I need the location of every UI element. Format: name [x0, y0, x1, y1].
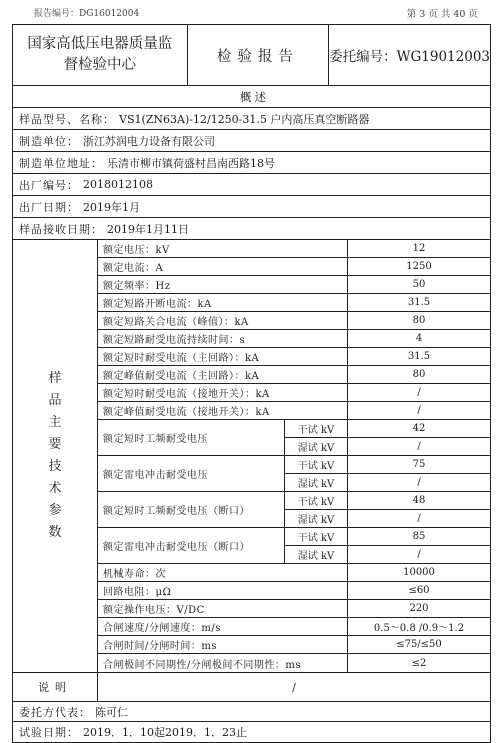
param-name: 额定短时耐受电流（主回路）：kA	[98, 348, 348, 365]
param-sub-label: 湿试 kV	[297, 550, 335, 562]
param-group-values	[348, 456, 490, 491]
params-label-char: 术	[48, 481, 62, 496]
info-label: 制造单位：	[19, 134, 79, 148]
param-group-subs	[285, 456, 348, 491]
param-value: /	[417, 548, 421, 560]
param-value: 50	[412, 279, 426, 290]
page-number: 第 3 页 共 40 页	[406, 9, 478, 20]
param-value: ≤60	[408, 585, 430, 596]
param-value: 12	[412, 243, 426, 254]
param-value: /	[417, 476, 421, 488]
param-group-name: 额定雷电冲击耐受电压（断口）	[98, 528, 285, 563]
param-name: 额定短路开断电流：kA	[98, 294, 348, 311]
param-name: 额定电流：A	[98, 258, 348, 275]
note-row	[13, 673, 490, 702]
param-row	[98, 618, 490, 636]
param-row	[98, 294, 490, 312]
param-group	[98, 492, 490, 528]
param-name: 额定频率：Hz	[98, 276, 348, 293]
param-row	[98, 330, 490, 348]
info-label: 出厂日期：	[19, 200, 79, 214]
info-value: 2018012108	[83, 178, 153, 191]
info-row-manufacturer	[13, 130, 490, 152]
param-group-values	[348, 528, 490, 563]
param-row	[98, 564, 490, 582]
params-label-char: 主	[48, 415, 62, 430]
param-sub-label: 干试 kV	[285, 492, 347, 510]
param-row	[98, 258, 490, 276]
info-row-address	[13, 152, 490, 174]
client-rep-label: 委托方代表：	[19, 705, 91, 719]
param-value: 80	[412, 369, 426, 380]
test-date-label: 试验日期：	[19, 726, 79, 739]
param-value: 31.5	[407, 351, 431, 362]
client-rep-row	[13, 702, 490, 722]
param-name: 合闸速度/分闸速度：m/s	[98, 618, 348, 635]
params-label-char: 参	[48, 503, 62, 518]
param-group-name: 额定短时工频耐受电压（断口）	[98, 492, 285, 527]
param-value: /	[417, 512, 421, 524]
param-group-subs	[285, 528, 348, 563]
param-name: 机械寿命：次	[98, 564, 348, 581]
overview-heading: 概述	[13, 86, 490, 108]
param-name: 额定电压：kV	[98, 240, 348, 257]
info-value: 2019年1月11日	[107, 222, 189, 236]
report-id: 报告编号：DG16012004	[34, 9, 140, 19]
param-row	[98, 582, 490, 600]
info-row-serial	[13, 174, 490, 196]
params-label-char: 品	[48, 393, 62, 408]
params-label-char: 要	[48, 437, 62, 452]
param-group	[98, 456, 490, 492]
params-table	[98, 240, 490, 672]
param-group-values	[348, 492, 490, 527]
info-value: 2019年1月	[83, 200, 140, 214]
params-vertical-label	[48, 368, 61, 544]
org-name-line1: 国家高低压电器质量监	[27, 36, 173, 52]
param-row	[98, 654, 490, 672]
info-label: 出厂编号：	[19, 178, 79, 192]
org-name-line2: 督检验中心	[63, 57, 137, 73]
test-date-row	[13, 722, 490, 742]
param-sub-label: 湿试 kV	[297, 478, 335, 490]
param-name: 额定短路耐受电流持续时间：s	[98, 330, 348, 347]
param-value: ≤2	[411, 657, 427, 669]
info-label: 样品型号、名称：	[19, 112, 115, 126]
param-group-values	[348, 420, 490, 455]
info-value: VS1(ZN63A)-12/1250-31.5 户内高压真空断路器	[119, 112, 370, 126]
param-value: /	[417, 387, 421, 398]
param-value: 4	[415, 333, 423, 344]
param-row	[98, 366, 490, 384]
param-value: 85	[348, 528, 490, 546]
param-row	[98, 240, 490, 258]
params-section	[13, 240, 490, 673]
commission-number: 委托编号：WG19012003	[329, 49, 490, 65]
param-value: ≤75/≤50	[396, 639, 442, 650]
param-value: 10000	[403, 567, 435, 578]
param-value: 42	[348, 420, 490, 438]
params-label-char: 技	[48, 459, 62, 474]
param-row	[98, 600, 490, 618]
param-value: 80	[412, 315, 426, 326]
info-value: 浙江苏润电力设备有限公司	[83, 134, 215, 148]
param-sub-label: 干试 kV	[285, 528, 347, 546]
report-frame	[12, 24, 491, 743]
info-row-model	[13, 108, 490, 130]
param-value: 75	[348, 456, 490, 474]
param-name: 合闸极间不同期性/分闸极间不同期性：ms	[98, 654, 348, 672]
param-value: /	[417, 440, 421, 452]
param-name: 额定峰值耐受电流（接地开关）：kA	[98, 402, 348, 419]
info-label: 样品接收日期：	[19, 222, 103, 236]
param-group-name: 额定短时工频耐受电压	[98, 420, 285, 455]
param-value: 0.5～0.8 /0.9～1.2	[373, 623, 465, 634]
param-sub-label: 干试 kV	[285, 456, 347, 474]
info-row-mfg-date	[13, 196, 490, 218]
param-group	[98, 528, 490, 564]
param-group-subs	[285, 420, 348, 455]
param-group	[98, 420, 490, 456]
param-row	[98, 276, 490, 294]
param-value: 31.5	[407, 297, 431, 308]
param-row	[98, 384, 490, 402]
param-group-name: 额定雷电冲击耐受电压	[98, 456, 285, 491]
param-name: 额定短时耐受电流（接地开关）：kA	[98, 384, 348, 401]
client-rep-value: 陈可仁	[95, 705, 128, 719]
param-value: /	[417, 405, 421, 416]
param-row	[98, 636, 490, 654]
param-name: 回路电阻：μΩ	[98, 582, 348, 599]
params-label-char: 样	[48, 371, 62, 386]
param-value: 220	[409, 603, 429, 614]
params-label-char: 数	[48, 525, 62, 540]
param-name: 额定短路关合电流（峰值）：kA	[98, 312, 348, 329]
param-row	[98, 348, 490, 366]
param-sub-label: 湿试 kV	[297, 514, 335, 526]
report-title: 检验报告	[188, 25, 329, 85]
note-label: 说明	[13, 673, 98, 701]
param-name: 额定峰值耐受电流（主回路）：kA	[98, 366, 348, 383]
org-name	[13, 25, 188, 85]
param-row	[98, 402, 490, 420]
param-value: 1250	[406, 261, 432, 272]
info-row-receive-date	[13, 218, 490, 240]
param-name: 额定操作电压：V/DC	[98, 600, 348, 617]
params-section-label	[13, 240, 98, 672]
info-value: 乐清市柳市镇荷盛村昌南西路18号	[107, 156, 275, 170]
param-row	[98, 312, 490, 330]
report-header	[13, 25, 490, 86]
param-name: 合闸时间/分闸时间：ms	[98, 636, 348, 653]
note-value: /	[292, 680, 296, 694]
param-sub-label: 干试 kV	[285, 420, 347, 438]
param-sub-label: 湿试 kV	[297, 442, 335, 454]
param-group-subs	[285, 492, 348, 527]
param-value: 48	[348, 492, 490, 510]
info-label: 制造单位地址：	[19, 156, 103, 170]
test-date-value: 2019．1．10起2019．1．23止	[83, 726, 247, 739]
